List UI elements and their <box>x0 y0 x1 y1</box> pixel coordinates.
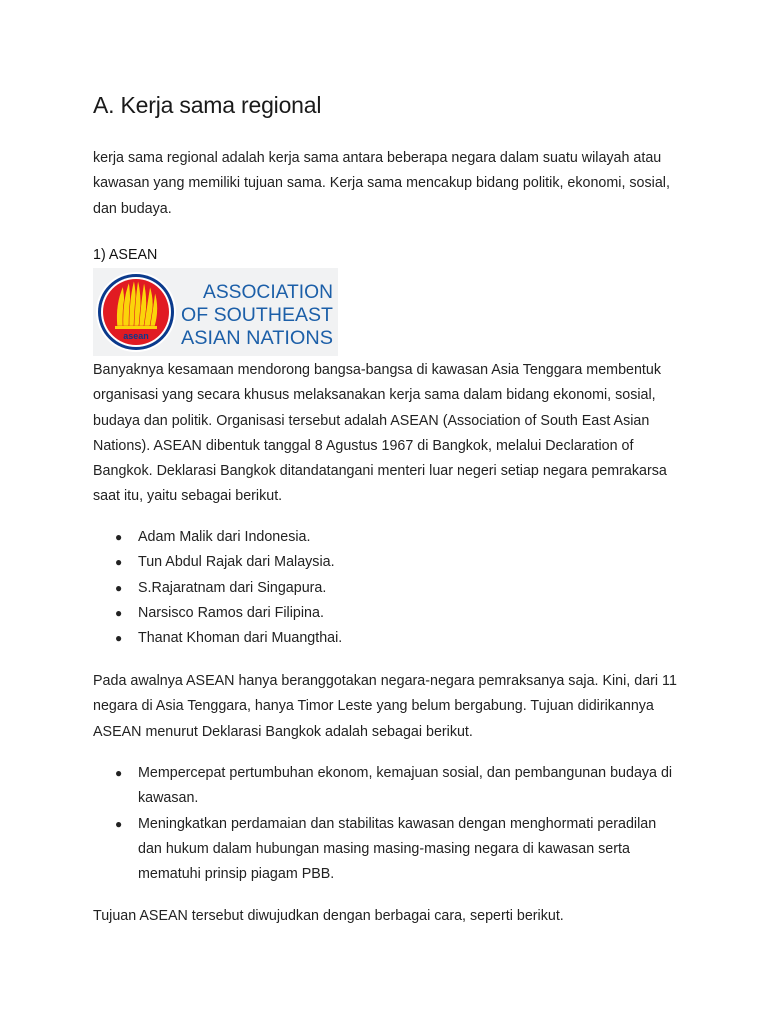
list-item <box>93 601 683 626</box>
list-item-text: Thanat Khoman dari Muangthai. <box>138 630 343 647</box>
list-item-text: Adam Malik dari Indonesia. <box>138 529 311 545</box>
intro-paragraph: kerja sama regional adalah kerja sama antara beberapa negara dalam suatu wilayah atau kawasan yang memiliki tujuan sama. Kerja sama mencakup bidang politik, ekonomi, sosial, dan budaya. <box>93 150 670 217</box>
list-item <box>93 761 683 812</box>
bullet-icon: ● <box>115 580 123 595</box>
asean-logo-graphic <box>93 268 338 356</box>
closing-paragraph: Tujuan ASEAN tersebut diwujudkan dengan berbagai cara, seperti berikut. <box>93 908 564 924</box>
section-title: 1) ASEAN <box>93 247 158 263</box>
logo-line-3: ASIAN NATIONS <box>181 328 333 349</box>
list-item-text: Narsisco Ramos dari Filipina. <box>138 604 324 621</box>
bullet-icon: ● <box>115 555 123 570</box>
asean-logo <box>93 268 338 356</box>
founding-paragraph: Banyaknya kesamaan mendorong bangsa-bangsa di kawasan Asia Tenggara membentuk organisasi yang secara khusus melaksanakan kerja sama dalam bidang ekonomi, sosial, budaya dan politik. Organisasi tersebut adalah ASEAN (Association of South East Asian Nations). ASEAN dibentuk tanggal 8 Agustus 1967 di Bangkok, melalui Declaration of Bangkok. Deklarasi Bangkok ditandatangani menteri luar negeri setiap negara pemrakarsa saat itu, yaitu sebagai berikut. <box>93 362 667 505</box>
list-item-text: Mempercepat pertumbuhan ekonom, kemajuan sosial, dan pembangunan budaya di kawasan. <box>138 765 673 807</box>
page-title: A. Kerja sama regional <box>93 92 322 118</box>
list-item <box>93 576 683 601</box>
emblem-text: asean <box>123 331 149 341</box>
list-item <box>93 812 683 888</box>
bullet-icon: ● <box>115 631 123 646</box>
members-paragraph: Pada awalnya ASEAN hanya beranggotakan negara-negara pemraksanya saja. Kini, dari 11 negara di Asia Tenggara, hanya Timor Leste yang belum bergabung. Tujuan didirikannya ASEAN menurut Deklarasi Bangkok adalah sebagai berikut. <box>93 673 677 740</box>
bullet-icon: ● <box>115 816 123 831</box>
bullet-icon: ● <box>115 530 123 544</box>
list-item <box>93 550 683 575</box>
list-item-text: Meningkatkan perdamaian dan stabilitas kawasan dengan menghormati peradilan dan hukum dalam hubungan masing masing-masing negara di kawasan serta mematuhi prinsip piagam PBB. <box>138 815 657 883</box>
asean-emblem <box>96 272 176 352</box>
goals-list <box>93 761 683 887</box>
logo-line-1: ASSOCIATION <box>203 282 333 303</box>
list-item <box>93 626 683 651</box>
list-item-text: S.Rajaratnam dari Singapura. <box>138 579 327 596</box>
logo-line-2: OF SOUTHEAST <box>181 305 334 326</box>
bullet-icon: ● <box>115 605 123 620</box>
founders-list <box>93 525 683 651</box>
list-item <box>93 525 683 550</box>
bullet-icon: ● <box>115 766 123 780</box>
list-item-text: Tun Abdul Rajak dari Malaysia. <box>138 554 335 571</box>
